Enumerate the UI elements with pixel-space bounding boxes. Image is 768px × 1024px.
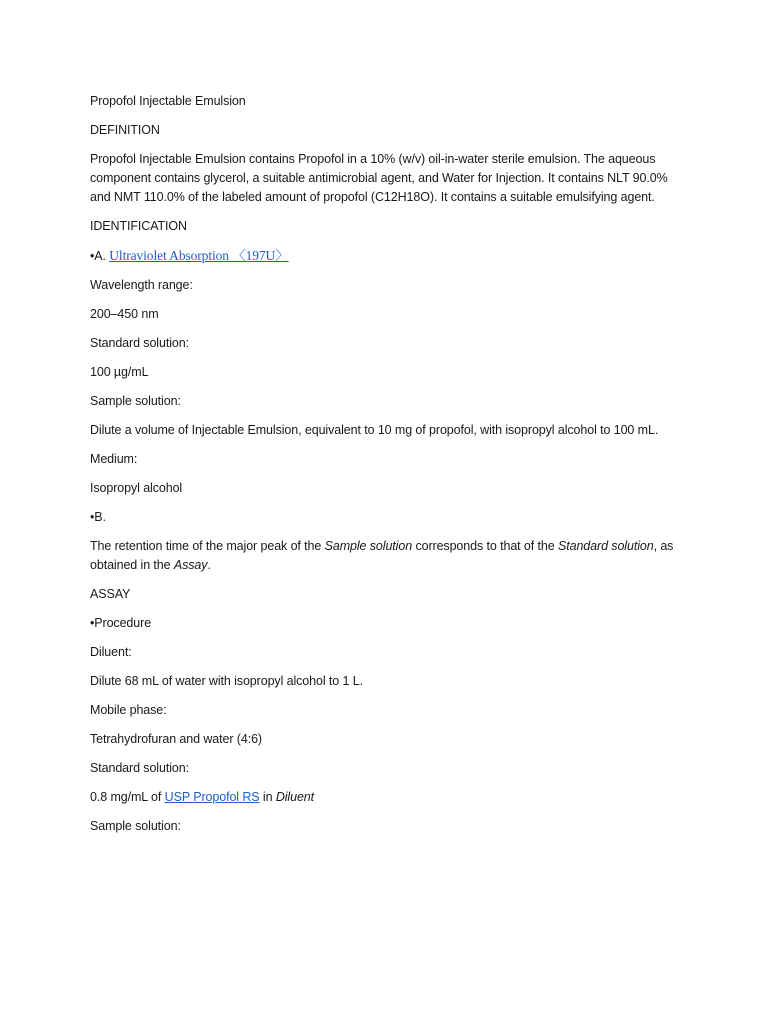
- b-text-part: , as obtained in the: [90, 539, 674, 572]
- id-standard-value: 100 µg/mL: [90, 365, 149, 379]
- id-sample-value: Dilute a volume of Injectable Emulsion, equivalent to 10 mg of propofol, with isopropyl alcohol to 100 mL.: [90, 423, 659, 437]
- assay-standard-value: [90, 788, 680, 807]
- b-text-emphasis: Standard solution: [557, 539, 654, 553]
- assay-standard-label: Standard solution:: [90, 761, 189, 775]
- assay-standard-diluent: Diluent: [275, 790, 315, 804]
- identification-heading: IDENTIFICATION: [90, 219, 187, 233]
- diluent-value: Dilute 68 mL of water with isopropyl alcohol to 1 L.: [90, 674, 363, 688]
- id-standard-label: Standard solution:: [90, 336, 189, 350]
- identification-a: [90, 246, 680, 266]
- document-page: [90, 92, 680, 846]
- identification-a-prefix: •A.: [90, 249, 110, 263]
- definition-text: Propofol Injectable Emulsion contains Propofol in a 10% (w/v) oil-in-water sterile emulsion. The aqueous component contains glycerol, a suitable antimicrobial agent, and Water for Injection. It contains NLT 90.0% and NMT 110.0% of the labeled amount of propofol (C12H18O). It contains a suitable emulsifying agent.: [90, 152, 668, 204]
- assay-procedure: •Procedure: [90, 616, 152, 630]
- wavelength-label: Wavelength range:: [90, 278, 193, 292]
- b-text-emphasis: Assay: [173, 558, 208, 572]
- assay-standard-prefix: 0.8 mg/mL of: [90, 790, 165, 804]
- b-text-part: The retention time of the major peak of the: [90, 539, 325, 553]
- definition-heading: DEFINITION: [90, 123, 160, 137]
- b-text-part: .: [207, 558, 211, 572]
- medium-value: Isopropyl alcohol: [90, 481, 183, 495]
- wavelength-value: 200–450 nm: [90, 307, 159, 321]
- assay-heading: ASSAY: [90, 587, 131, 601]
- identification-b-label: •B.: [90, 510, 106, 524]
- b-text-emphasis: Sample solution: [324, 539, 413, 553]
- assay-sample-label: Sample solution:: [90, 819, 181, 833]
- usp-propofol-rs-link[interactable]: USP Propofol RS: [164, 790, 260, 804]
- assay-standard-mid: in: [259, 790, 276, 804]
- id-sample-label: Sample solution:: [90, 394, 181, 408]
- uv-absorption-link[interactable]: Ultraviolet Absorption 〈197U〉: [109, 248, 289, 263]
- document-title: Propofol Injectable Emulsion: [90, 94, 246, 108]
- diluent-label: Diluent:: [90, 645, 132, 659]
- mobile-phase-value: Tetrahydrofuran and water (4:6): [90, 732, 262, 746]
- mobile-phase-label: Mobile phase:: [90, 703, 167, 717]
- medium-label: Medium:: [90, 452, 138, 466]
- identification-b-text: [90, 537, 680, 575]
- b-text-part: corresponds to that of the: [412, 539, 558, 553]
